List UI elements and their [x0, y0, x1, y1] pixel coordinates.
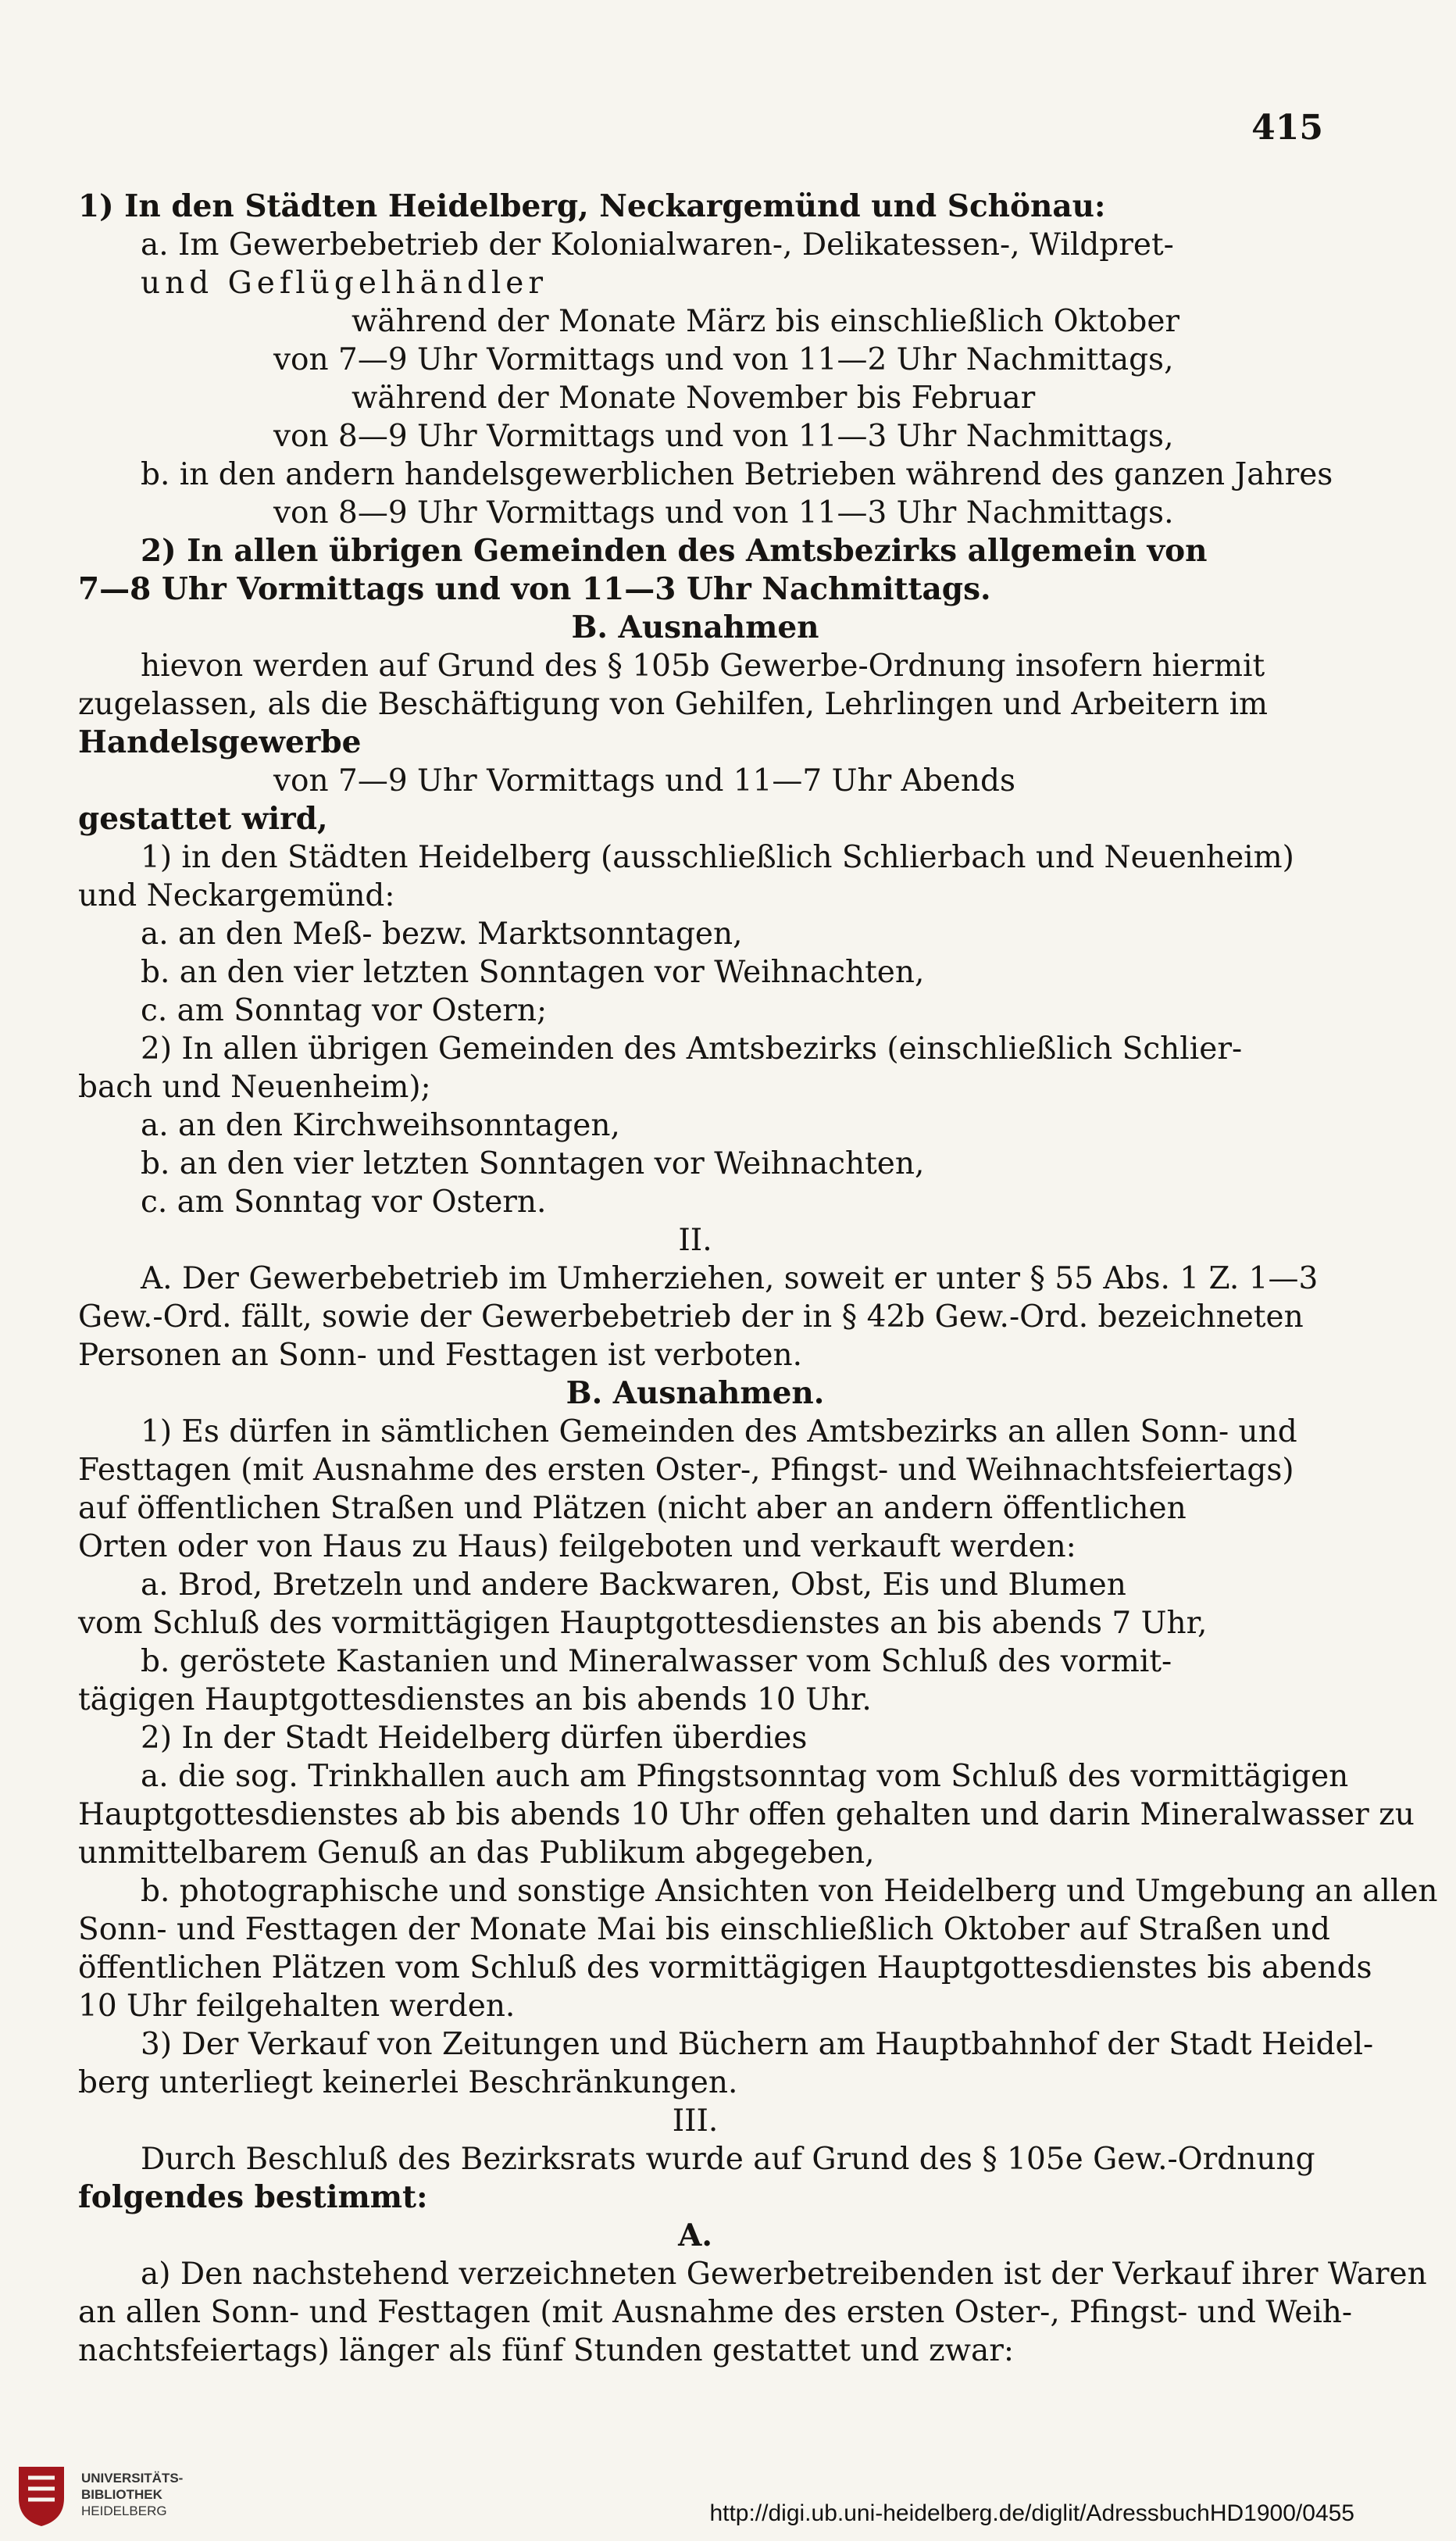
- text-line: von 7—9 Uhr Vormittags und von 11—2 Uhr Nachmittags,: [273, 342, 1174, 377]
- text-line: an allen Sonn- und Festtagen (mit Ausnahme des ersten Oster-, Pfingst- und Weih-: [78, 2295, 1353, 2330]
- text-line: c. am Sonntag vor Ostern;: [141, 993, 548, 1028]
- library-logo-text: UNIVERSITÄTS- BIBLIOTHEK HEIDELBERG: [81, 2470, 184, 2518]
- text-line: und Neckargemünd:: [78, 878, 395, 913]
- text-line: unmittelbarem Genuß an das Publikum abgegeben,: [78, 1835, 875, 1871]
- text-line: 2) In allen übrigen Gemeinden des Amtsbezirks allgemein von: [141, 533, 1208, 569]
- text-line: A.: [678, 2218, 712, 2253]
- text-line: Orten oder von Haus zu Haus) feilgeboten und verkauft werden:: [78, 1529, 1076, 1564]
- document-body: [78, 188, 1438, 2370]
- text-line: während der Monate November bis Februar: [352, 381, 1036, 416]
- text-line: von 8—9 Uhr Vormittags und von 11—3 Uhr Nachmittags.: [273, 495, 1174, 531]
- text-line: a. an den Kirchweihsonntagen,: [141, 1108, 620, 1143]
- text-line: a. Brod, Bretzeln und andere Backwaren, Obst, Eis und Blumen: [141, 1567, 1126, 1603]
- text-line: Personen an Sonn- und Festtagen ist verboten.: [78, 1338, 802, 1373]
- text-line: 1) in den Städten Heidelberg (ausschließlich Schlierbach und Neuenheim): [141, 840, 1294, 875]
- text-line: tägigen Hauptgottesdienstes an bis abends 10 Uhr.: [78, 1682, 872, 1717]
- page-number: 415: [1251, 108, 1323, 148]
- text-line: hievon werden auf Grund des § 105b Gewerbe-Ordnung insofern hiermit: [141, 649, 1265, 684]
- text-line: B. Ausnahmen: [571, 609, 819, 645]
- text-line: öffentlichen Plätzen vom Schluß des vormittägigen Hauptgottesdienstes bis abends: [78, 1950, 1372, 1985]
- text-line: Sonn- und Festtagen der Monate Mai bis einschließlich Oktober auf Straßen und: [78, 1912, 1330, 1947]
- text-line: auf öffentlichen Straßen und Plätzen (nicht aber an andern öffentlichen: [78, 1491, 1187, 1526]
- text-line: II.: [678, 1223, 712, 1258]
- text-line: a. Im Gewerbebetrieb der Kolonialwaren-, Delikatessen-, Wildpret-: [141, 227, 1174, 263]
- text-line: 10 Uhr feilgehalten werden.: [78, 1989, 516, 2024]
- text-line: und Geflügelhändler: [141, 266, 548, 301]
- text-line: gestattet wird,: [78, 801, 328, 837]
- text-line: von 7—9 Uhr Vormittags und 11—7 Uhr Abends: [273, 763, 1015, 799]
- text-line: 2) In allen übrigen Gemeinden des Amtsbezirks (einschließlich Schlier-: [141, 1031, 1243, 1067]
- text-line: b. geröstete Kastanien und Mineralwasser vom Schluß des vormit-: [141, 1644, 1172, 1679]
- text-line: B. Ausnahmen.: [566, 1375, 825, 1411]
- text-line: 1) Es dürfen in sämtlichen Gemeinden des Amtsbezirks an allen Sonn- und: [141, 1414, 1297, 1449]
- text-line: A. Der Gewerbebetrieb im Umherziehen, soweit er unter § 55 Abs. 1 Z. 1—3: [141, 1261, 1319, 1296]
- text-line: berg unterliegt keinerlei Beschränkungen.: [78, 2065, 738, 2100]
- text-line: Durch Beschluß des Bezirksrats wurde auf Grund des § 105e Gew.-Ordnung: [141, 2142, 1315, 2177]
- text-line: b. an den vier letzten Sonntagen vor Weihnachten,: [141, 955, 925, 990]
- text-line: b. an den vier letzten Sonntagen vor Weihnachten,: [141, 1146, 925, 1181]
- text-line: 1) In den Städten Heidelberg, Neckargemünd und Schönau:: [78, 188, 1106, 224]
- text-line: a. an den Meß- bezw. Marktsonntagen,: [141, 917, 743, 952]
- text-line: b. in den andern handelsgewerblichen Betrieben während des ganzen Jahres: [141, 457, 1333, 492]
- text-line: folgendes bestimmt:: [78, 2179, 428, 2215]
- text-line: 3) Der Verkauf von Zeitungen und Büchern am Hauptbahnhof der Stadt Heidel-: [141, 2027, 1374, 2062]
- library-logo: [11, 2455, 214, 2533]
- text-line: III.: [672, 2103, 719, 2139]
- text-line: b. photographische und sonstige Ansichten von Heidelberg und Umgebung an allen: [141, 1874, 1438, 1909]
- text-line: a) Den nachstehend verzeichneten Gewerbetreibenden ist der Verkauf ihrer Waren: [141, 2257, 1427, 2292]
- text-line: bach und Neuenheim);: [78, 1070, 431, 1105]
- text-line: von 8—9 Uhr Vormittags und von 11—3 Uhr Nachmittags,: [273, 419, 1174, 454]
- text-line: c. am Sonntag vor Ostern.: [141, 1185, 547, 1220]
- library-logo-icon: [11, 2459, 72, 2529]
- text-line: 2) In der Stadt Heidelberg dürfen überdies: [141, 1721, 808, 1756]
- footer: [0, 2446, 1456, 2541]
- text-line: Handelsgewerbe: [78, 724, 362, 760]
- text-line: Gew.-Ord. fällt, sowie der Gewerbebetrieb der in § 42b Gew.-Ord. bezeichneten: [78, 1299, 1304, 1335]
- text-line: Hauptgottesdienstes ab bis abends 10 Uhr offen gehalten und darin Mineralwasser zu: [78, 1797, 1415, 1832]
- text-line: 7—8 Uhr Vormittags und von 11—3 Uhr Nachmittags.: [78, 571, 991, 607]
- text-line: vom Schluß des vormittägigen Hauptgottesdienstes an bis abends 7 Uhr,: [78, 1606, 1208, 1641]
- text-line: während der Monate März bis einschließlich Oktober: [352, 304, 1180, 339]
- text-line: a. die sog. Trinkhallen auch am Pfingstsonntag vom Schluß des vormittägigen: [141, 1759, 1349, 1794]
- text-line: nachtsfeiertags) länger als fünf Stunden gestattet und zwar:: [78, 2333, 1015, 2368]
- text-line: zugelassen, als die Beschäftigung von Gehilfen, Lehrlingen und Arbeitern im: [78, 687, 1269, 722]
- source-url[interactable]: http://digi.ub.uni-heidelberg.de/diglit/AdressbuchHD1900/0455: [709, 2500, 1354, 2526]
- text-line: Festtagen (mit Ausnahme des ersten Oster-, Pfingst- und Weihnachtsfeiertags): [78, 1453, 1294, 1488]
